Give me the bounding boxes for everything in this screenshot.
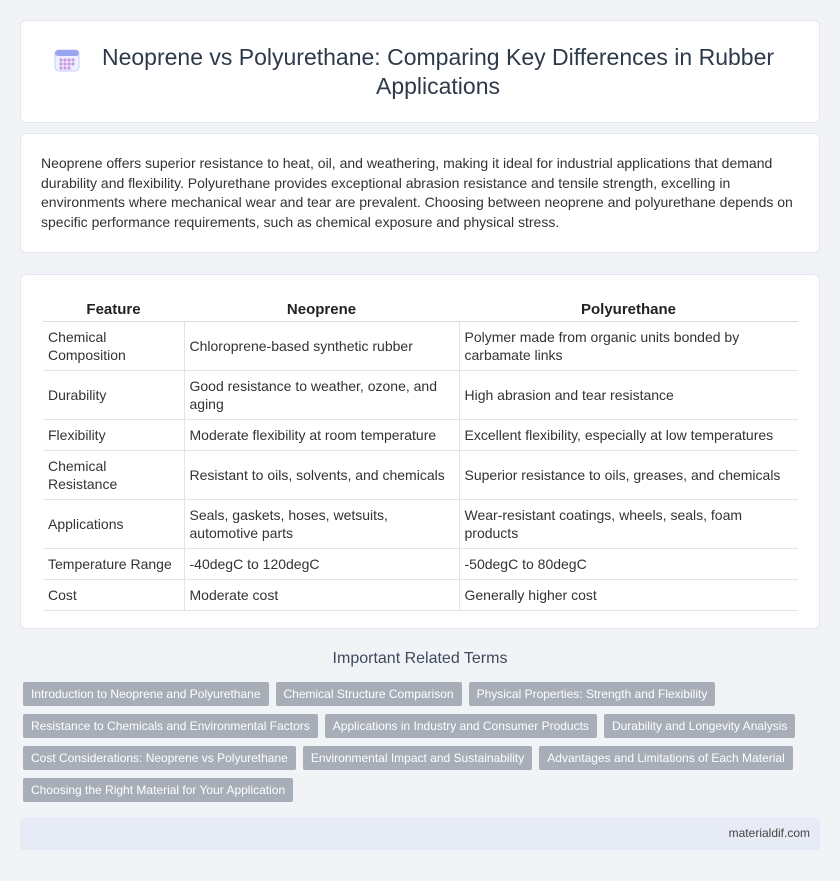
polyurethane-cell: Polymer made from organic units bonded by carbamate links: [459, 321, 798, 370]
feature-cell: Cost: [43, 579, 184, 610]
feature-cell: Temperature Range: [43, 548, 184, 579]
table-row: [43, 450, 798, 499]
neoprene-cell: -40degC to 120degC: [184, 548, 459, 579]
table-row: [43, 579, 798, 610]
header-neoprene: Neoprene: [184, 295, 459, 321]
related-tag[interactable]: Physical Properties: Strength and Flexibility: [469, 682, 716, 706]
header-polyurethane: Polyurethane: [459, 295, 798, 321]
related-tag[interactable]: Environmental Impact and Sustainability: [303, 746, 532, 770]
table-header-row: [43, 295, 798, 321]
polyurethane-cell: High abrasion and tear resistance: [459, 370, 798, 419]
intro-paragraph: Neoprene offers superior resistance to heat, oil, and weathering, making it ideal for industrial applications that demand durability and flexibility. Polyurethane provides exceptional abrasion resistance and tensile strength, excelling in environments where mechanical wear and tear are prevalent. Choosing between neoprene and polyurethane depends on specific performance requirements, such as chemical exposure and physical stress.: [41, 155, 793, 230]
footer-site-link[interactable]: materialdif.com: [728, 826, 810, 840]
feature-cell: Flexibility: [43, 419, 184, 450]
comparison-table-card: [20, 274, 820, 629]
polyurethane-cell: Generally higher cost: [459, 579, 798, 610]
related-tag[interactable]: Resistance to Chemicals and Environmental Factors: [23, 714, 318, 738]
comparison-table: [43, 295, 798, 611]
related-tag[interactable]: Introduction to Neoprene and Polyurethane: [23, 682, 269, 706]
related-tag[interactable]: Chemical Structure Comparison: [276, 682, 462, 706]
related-tag[interactable]: Applications in Industry and Consumer Products: [325, 714, 597, 738]
polyurethane-cell: -50degC to 80degC: [459, 548, 798, 579]
neoprene-cell: Moderate flexibility at room temperature: [184, 419, 459, 450]
related-tag[interactable]: Advantages and Limitations of Each Material: [539, 746, 792, 770]
title-card: [20, 20, 820, 123]
intro-card: [20, 133, 820, 253]
table-row: [43, 370, 798, 419]
polyurethane-cell: Wear-resistant coatings, wheels, seals, foam products: [459, 499, 798, 548]
feature-cell: Applications: [43, 499, 184, 548]
table-row: [43, 548, 798, 579]
table-row: [43, 321, 798, 370]
polyurethane-cell: Superior resistance to oils, greases, and chemicals: [459, 450, 798, 499]
neoprene-cell: Seals, gaskets, hoses, wetsuits, automotive parts: [184, 499, 459, 548]
neoprene-cell: Resistant to oils, solvents, and chemicals: [184, 450, 459, 499]
table-row: [43, 419, 798, 450]
header-feature: Feature: [43, 295, 184, 321]
neoprene-cell: Good resistance to weather, ozone, and aging: [184, 370, 459, 419]
related-terms-heading: Important Related Terms: [332, 650, 508, 667]
feature-cell: Durability: [43, 370, 184, 419]
feature-cell: Chemical Composition: [43, 321, 184, 370]
related-terms-tags: [23, 682, 823, 810]
related-tag[interactable]: Cost Considerations: Neoprene vs Polyurethane: [23, 746, 296, 770]
related-tag[interactable]: Durability and Longevity Analysis: [604, 714, 795, 738]
neoprene-cell: Chloroprene-based synthetic rubber: [184, 321, 459, 370]
feature-cell: Chemical Resistance: [43, 450, 184, 499]
page-title: Neoprene vs Polyurethane: Comparing Key Differences in Rubber Applications: [101, 43, 775, 99]
neoprene-cell: Moderate cost: [184, 579, 459, 610]
footer: [20, 817, 820, 850]
related-tag[interactable]: Choosing the Right Material for Your Application: [23, 778, 293, 802]
table-row: [43, 499, 798, 548]
polyurethane-cell: Excellent flexibility, especially at low temperatures: [459, 419, 798, 450]
